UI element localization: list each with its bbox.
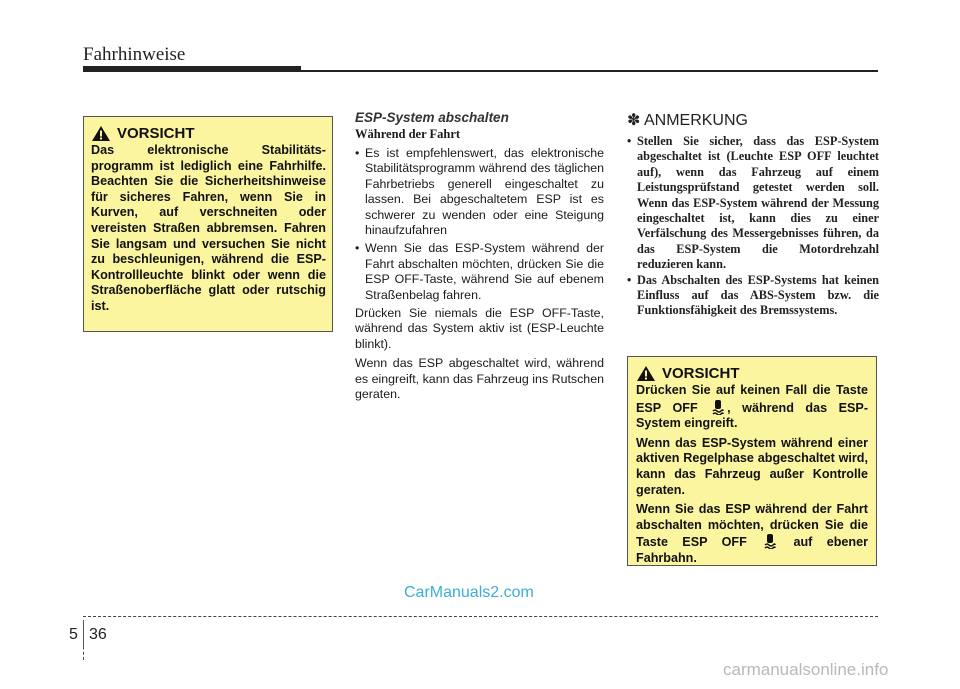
caution-label: VORSICHT	[662, 365, 740, 382]
list-item: • Wenn Sie das ESP-System während der Fahrt abschalten möchten, drücken Sie die ESP OFF-Taste, während Sie auf ebenem Straßenbelag fahren.	[355, 241, 604, 303]
section-number: 5	[69, 626, 78, 643]
caution-text-part: auf ebener Fahrbahn.	[636, 535, 869, 565]
esp-off-icon	[712, 399, 724, 415]
list-item: • Es ist empfehlenswert, das elektronische Stabilitätsprogramm während des täglichen Fahrbetriebs generell eingeschaltet zu lassen. Bei abgeschaltetem ESP ist es schwerer zu wenden oder eine Steigung hinaufzufahren	[355, 146, 604, 238]
middle-column	[355, 110, 604, 407]
section-title: ESP-System abschalten	[355, 110, 509, 125]
footer-rule	[83, 616, 878, 617]
paragraph: Wenn das ESP abgeschaltet wird, während es eingreift, kann das Fahrzeug ins Rutschen geraten.	[355, 356, 604, 402]
caution-box-right	[627, 356, 877, 566]
note-title: ✽ ANMERKUNG	[627, 112, 748, 129]
header-rule-thick	[83, 66, 301, 72]
bullet-list	[355, 146, 604, 303]
esp-off-icon	[764, 533, 776, 549]
list-item: • Das Abschalten des ESP-Systems hat keinen Einfluss auf das ABS-System bzw. die Funktionsfähigkeit des Bremssystems.	[627, 273, 879, 319]
caution-text: Das elektronische Stabilitäts-programm ist lediglich eine Fahrhilfe. Beachten Sie die Sicherheitshinweise für sicheres Fahren, wenn Sie in Kurven, auf verschneiten oder vereisten Straßen abbremsen. Fahren Sie langsam und versuchen Sie nicht zu beschleunigen, während die ESP-Kontrollleuchte blinkt oder wenn die Straßenoberfläche glatt oder rutschig ist.	[91, 143, 326, 313]
site-watermark-logo: carmanualsonline.info	[723, 660, 889, 679]
warning-triangle-icon	[91, 125, 111, 142]
warning-triangle-icon	[636, 365, 656, 382]
note-column	[627, 110, 879, 319]
caution-text-part: , während das ESP-System eingreift.	[636, 400, 869, 431]
caution-header	[636, 365, 868, 382]
caution-label: VORSICHT	[117, 125, 195, 142]
paragraph: Drücken Sie niemals die ESP OFF-Taste, während das System aktiv ist (ESP-Leuchte blinkt).	[355, 306, 604, 351]
caution-text-part: Drücken Sie auf keinen Fall die Taste ESP OFF	[636, 383, 868, 415]
subheading: Während der Fahrt	[355, 127, 461, 141]
header-rule-thin	[301, 70, 878, 72]
page-header-title: Fahrhinweise	[83, 44, 186, 65]
list-item: • Stellen Sie sicher, dass das ESP-System abgeschaltet ist (Leuchte ESP OFF leuchtet auf), wenn das Fahrzeug auf einem Leistungsprüfstand getestet werden soll. Wenn das ESP-System während der Messung eingeschaltet ist, kann dies zu einer Verfälschung des Messergebnisses führen, da das ESP-System die Motordrehzahl reduzieren kann.	[627, 134, 879, 273]
caution-text	[636, 502, 868, 566]
caution-box-left	[83, 116, 333, 332]
caution-header	[91, 125, 326, 142]
watermark-link[interactable]: CarManuals2.com	[404, 584, 534, 601]
page-number: 36	[89, 626, 107, 643]
note-list	[627, 134, 879, 319]
caution-text: Wenn das ESP-System während einer aktiven Regelphase abgeschaltet wird, kann das Fahrzeug außer Kontrolle geraten.	[636, 435, 868, 497]
page-separator	[83, 620, 84, 648]
caution-text	[636, 383, 868, 432]
caution-text-part: Wenn Sie das ESP während der Fahrt abschalten möchten, drücken Sie die Taste ESP OFF	[636, 502, 868, 550]
